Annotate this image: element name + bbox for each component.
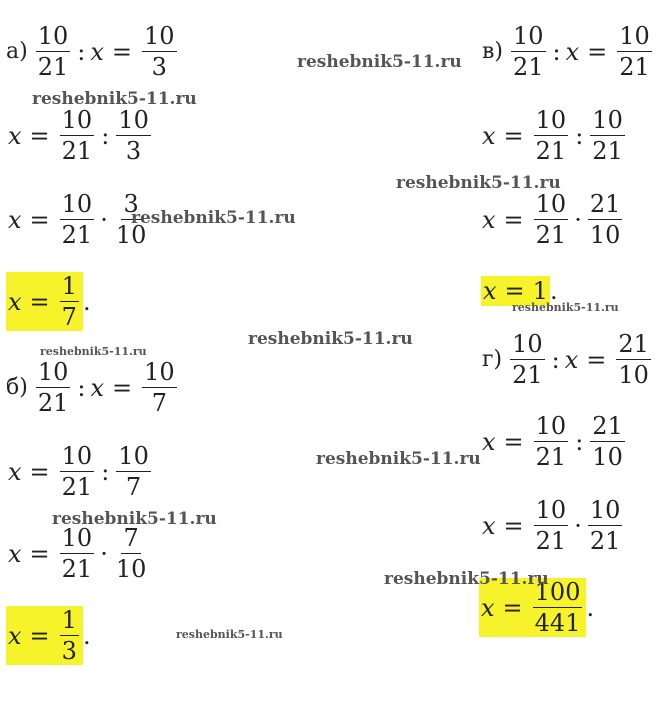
problem-v-answer: x = 1 . xyxy=(483,277,558,305)
fraction: $\frac{10}{21}$ xyxy=(535,412,567,471)
fraction: $\frac{1}{3}$ xyxy=(61,606,77,665)
problem-b-label: б) xyxy=(6,374,28,400)
highlighted-answer: x = $\frac{1}{3}$ xyxy=(6,606,83,665)
fraction: $\frac{10}{21}$ xyxy=(61,106,93,165)
problem-b-step-1: x = $\frac{10}{21}$ : $\frac{10}{7}$ xyxy=(8,442,149,501)
watermark: reshebnik5-11.ru xyxy=(248,329,413,349)
fraction: $\frac{21}{10}$ xyxy=(589,190,621,249)
problem-a-step-2: x = $\frac{10}{21}$ · $\frac{3}{10}$ xyxy=(8,190,147,249)
highlighted-answer: x = $\frac{1}{7}$ xyxy=(6,272,83,331)
fraction: $\frac{7}{10}$ xyxy=(115,524,147,583)
watermark: reshebnik5-11.ru xyxy=(384,569,549,589)
highlighted-answer: x = 1 xyxy=(483,277,548,305)
fraction: $\frac{10}{21}$ xyxy=(512,330,543,389)
fraction: $\frac{10}{21}$ xyxy=(535,190,567,249)
fraction: $\frac{10}{21}$ xyxy=(619,22,650,81)
problem-g-equation: г) $\frac{10}{21}$ : x = $\frac{21}{10}$ xyxy=(482,330,649,389)
problem-b-step-2: x = $\frac{10}{21}$ · $\frac{7}{10}$ xyxy=(8,524,147,583)
fraction: $\frac{10}{21}$ xyxy=(61,190,93,249)
highlighted-answer: x = $\frac{100}{441}$ xyxy=(479,578,586,637)
problem-g-answer: x = $\frac{100}{441}$ . xyxy=(481,578,595,637)
watermark: reshebnik5-11.ru xyxy=(40,345,147,358)
problem-a-step-1: x = $\frac{10}{21}$ : $\frac{10}{3}$ xyxy=(8,106,149,165)
problem-v-step-1: x = $\frac{10}{21}$ : $\frac{10}{21}$ xyxy=(482,106,623,165)
watermark: reshebnik5-11.ru xyxy=(512,301,619,314)
fraction: $\frac{21}{10}$ xyxy=(618,330,649,389)
problem-v-label: в) xyxy=(482,38,503,64)
fraction: $\frac{10}{21}$ xyxy=(37,358,69,417)
fraction: $\frac{100}{441}$ xyxy=(534,578,581,637)
fraction: $\frac{10}{21}$ xyxy=(37,22,69,81)
problem-g-label: г) xyxy=(482,346,503,372)
fraction: $\frac{1}{7}$ xyxy=(61,272,77,331)
problem-g-step-1: x = $\frac{10}{21}$ : $\frac{21}{10}$ xyxy=(482,412,623,471)
problem-v-equation: в) $\frac{10}{21}$ : x = $\frac{10}{21}$ xyxy=(482,22,650,81)
problem-b-equation: б) $\frac{10}{21}$ : x = $\frac{10}{7}$ xyxy=(6,358,175,417)
fraction: $\frac{10}{3}$ xyxy=(144,22,175,81)
watermark: reshebnik5-11.ru xyxy=(396,173,561,193)
watermark: reshebnik5-11.ru xyxy=(131,208,296,228)
problem-b-answer: x = $\frac{1}{3}$ . xyxy=(8,606,91,665)
watermark: reshebnik5-11.ru xyxy=(316,449,481,469)
fraction: $\frac{10}{21}$ xyxy=(512,22,544,81)
fraction: $\frac{10}{21}$ xyxy=(589,496,621,555)
watermark: reshebnik5-11.ru xyxy=(297,52,462,72)
problem-a-answer: x = $\frac{1}{7}$ . xyxy=(8,272,91,331)
fraction: $\frac{10}{21}$ xyxy=(535,106,567,165)
fraction: $\frac{10}{7}$ xyxy=(144,358,175,417)
fraction: $\frac{10}{21}$ xyxy=(592,106,623,165)
fraction: $\frac{10}{3}$ xyxy=(118,106,149,165)
problem-v-step-2: x = $\frac{10}{21}$ · $\frac{21}{10}$ xyxy=(482,190,621,249)
fraction: $\frac{3}{10}$ xyxy=(115,190,147,249)
fraction: $\frac{21}{10}$ xyxy=(592,412,623,471)
fraction: $\frac{10}{21}$ xyxy=(61,442,93,501)
fraction: $\frac{10}{21}$ xyxy=(61,524,93,583)
problem-a-equation: а) $\frac{10}{21}$ : x = $\frac{10}{3}$ xyxy=(6,22,175,81)
watermark: reshebnik5-11.ru xyxy=(32,89,197,109)
watermark: reshebnik5-11.ru xyxy=(176,628,283,641)
fraction: $\frac{10}{21}$ xyxy=(535,496,567,555)
watermark: reshebnik5-11.ru xyxy=(52,509,217,529)
fraction: $\frac{10}{7}$ xyxy=(118,442,149,501)
problem-g-step-2: x = $\frac{10}{21}$ · $\frac{10}{21}$ xyxy=(482,496,621,555)
problem-a-label: а) xyxy=(6,38,28,64)
